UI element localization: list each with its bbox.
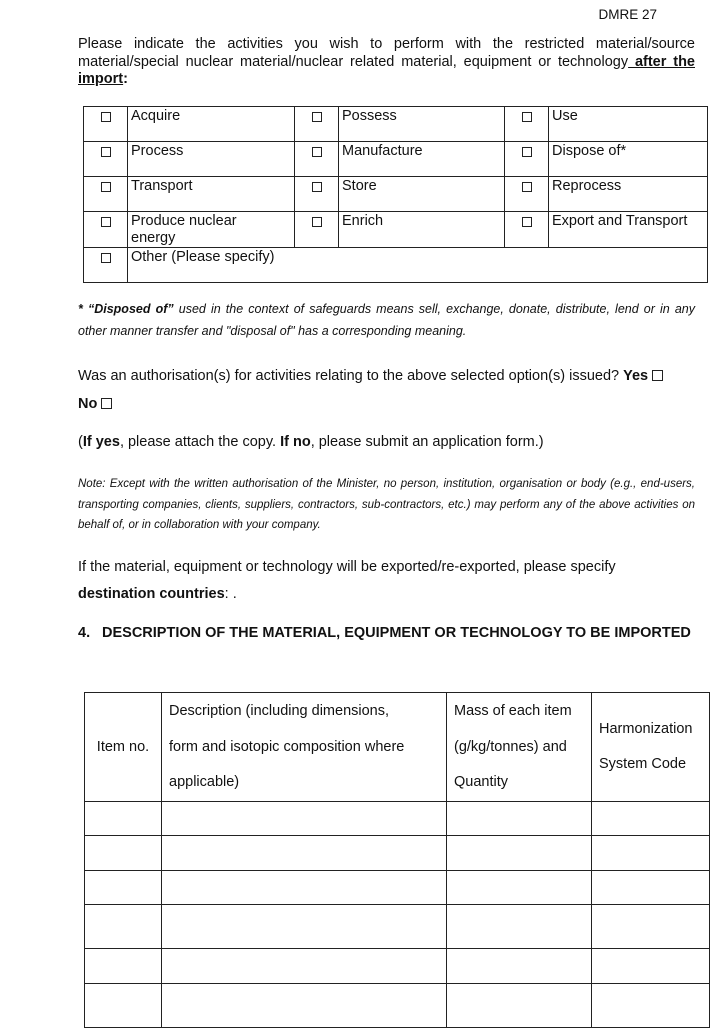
label-enrich: Enrich xyxy=(339,212,505,248)
label-produce-nuclear-energy: Produce nuclear energy xyxy=(128,212,295,248)
label-use: Use xyxy=(549,107,708,142)
table-cell[interactable] xyxy=(85,983,162,1027)
checkbox-yes[interactable] xyxy=(652,370,663,381)
table-cell[interactable] xyxy=(162,983,447,1027)
checkbox-manufacture[interactable] xyxy=(312,147,322,157)
checkbox-no[interactable] xyxy=(101,398,112,409)
table-row xyxy=(85,905,710,949)
checkbox-possess[interactable] xyxy=(312,112,322,122)
table-cell[interactable] xyxy=(592,905,710,949)
table-cell[interactable] xyxy=(592,983,710,1027)
table-cell[interactable] xyxy=(162,801,447,836)
checkbox-export-and-transport[interactable] xyxy=(522,217,532,227)
table-row xyxy=(85,949,710,984)
table-cell[interactable] xyxy=(447,870,592,905)
header-item-no: Item no. xyxy=(85,693,162,802)
table-cell[interactable] xyxy=(85,949,162,984)
checkbox-store[interactable] xyxy=(312,182,322,192)
table-cell[interactable] xyxy=(592,836,710,871)
no-label: No xyxy=(78,396,98,412)
checkbox-use[interactable] xyxy=(522,112,532,122)
header-mass: Mass of each item (g/kg/tonnes) and Quantity xyxy=(447,693,592,802)
label-process: Process xyxy=(128,142,295,177)
export-question: If the material, equipment or technology will be exported/re-exported, please specify destination countries: . xyxy=(78,559,616,602)
table-row xyxy=(85,801,710,836)
table-cell[interactable] xyxy=(447,801,592,836)
table-row xyxy=(85,836,710,871)
authorisation-note: Note: Except with the written authorisation of the Minister, no person, institution, organisation or body (e.g., end-users, transporting companies, clients, suppliers, contractors, sub-contractors, etc.) may perform any of the above activities on behalf of, or in collaboration with your company. xyxy=(78,478,695,531)
activities-table xyxy=(83,106,708,283)
label-other: Other (Please specify) xyxy=(128,248,708,283)
table-cell[interactable] xyxy=(447,836,592,871)
table-cell[interactable] xyxy=(447,905,592,949)
table-cell[interactable] xyxy=(447,983,592,1027)
table-cell[interactable] xyxy=(592,870,710,905)
table-cell[interactable] xyxy=(162,870,447,905)
form-code: DMRE 27 xyxy=(598,7,657,22)
disposed-of-footnote: * “Disposed of” used in the context of safeguards means sell, exchange, donate, distribute, lend or in any other manner transfer and "disposal of" has a corresponding meaning. xyxy=(78,302,695,338)
table-cell[interactable] xyxy=(162,905,447,949)
destination-countries-field[interactable]: : . xyxy=(224,586,237,602)
items-table xyxy=(84,692,710,1028)
table-cell[interactable] xyxy=(162,949,447,984)
intro-text: Please indicate the activities you wish to perform with the restricted material/source material/special nuclear material/nuclear related material, equipment or technology after the import: xyxy=(78,36,695,87)
checkbox-reprocess[interactable] xyxy=(522,182,532,192)
checkbox-enrich[interactable] xyxy=(312,217,322,227)
table-cell[interactable] xyxy=(592,801,710,836)
label-export-and-transport: Export and Transport xyxy=(549,212,708,248)
yes-label: Yes xyxy=(623,368,649,384)
table-row xyxy=(85,983,710,1027)
table-cell[interactable] xyxy=(85,836,162,871)
section-4-heading: 4. DESCRIPTION OF THE MATERIAL, EQUIPMENT OR TECHNOLOGY TO BE IMPORTED xyxy=(78,625,691,641)
label-store: Store xyxy=(339,177,505,212)
checkbox-other[interactable] xyxy=(101,253,111,263)
table-row xyxy=(85,870,710,905)
label-manufacture: Manufacture xyxy=(339,142,505,177)
authorisation-question: Was an authorisation(s) for activities relating to the above selected option(s) issued? Yes No xyxy=(78,362,695,418)
table-cell[interactable] xyxy=(592,949,710,984)
table-cell[interactable] xyxy=(447,949,592,984)
label-acquire: Acquire xyxy=(128,107,295,142)
label-possess: Possess xyxy=(339,107,505,142)
header-hs-code: Harmonization System Code xyxy=(592,693,710,802)
label-reprocess: Reprocess xyxy=(549,177,708,212)
table-cell[interactable] xyxy=(85,870,162,905)
table-cell[interactable] xyxy=(162,836,447,871)
checkbox-process[interactable] xyxy=(101,147,111,157)
header-description: Description (including dimensions, form and isotopic composition where applicable) xyxy=(162,693,447,802)
checkbox-dispose-of[interactable] xyxy=(522,147,532,157)
label-transport: Transport xyxy=(128,177,295,212)
attach-instruction: (If yes, please attach the copy. If no, please submit an application form.) xyxy=(78,434,544,450)
checkbox-acquire[interactable] xyxy=(101,112,111,122)
label-dispose-of: Dispose of* xyxy=(549,142,708,177)
checkbox-transport[interactable] xyxy=(101,182,111,192)
table-cell[interactable] xyxy=(85,905,162,949)
checkbox-produce-nuclear-energy[interactable] xyxy=(101,217,111,227)
table-cell[interactable] xyxy=(85,801,162,836)
